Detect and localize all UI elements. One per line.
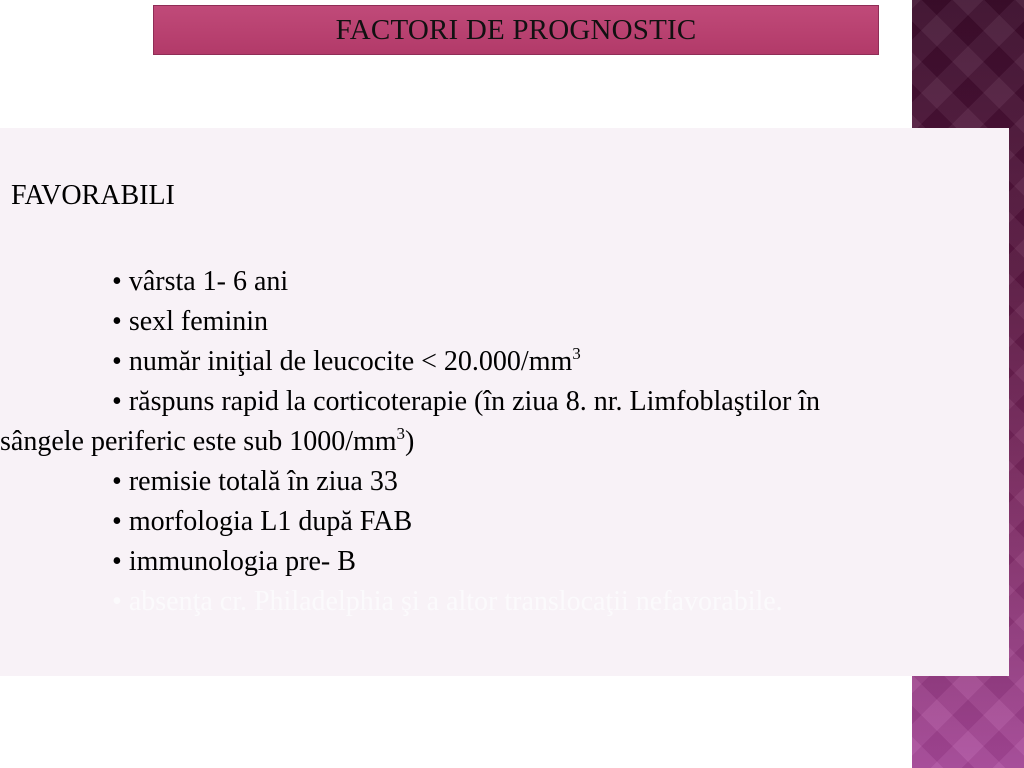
section-heading: FAVORABILI [11,180,175,211]
list-item: • morfologia L1 după FAB [112,506,413,537]
title-banner [153,5,879,55]
list-item: • număr iniţial de leucocite < $20.000/mm^3$ [112,344,581,377]
list-item: • răspuns rapid la corticoterapie (în ziua 8. nr. Limfoblaştilor în sângele periferic este sub $1000/mm^3$) [0,386,821,457]
list-item: • immunologia pre- B [112,546,356,577]
bullet-glyph: • [112,466,122,497]
content-panel [0,128,1009,676]
bullet-glyph: • [112,586,122,617]
bullet-glyph: • [112,306,122,337]
list-item: • vârsta 1- 6 ani [112,266,289,297]
list-item: • remisie totală în ziua 33 [112,466,398,497]
bullet-glyph: • [112,546,122,577]
bullet-glyph: • [112,386,122,417]
slide-title: FACTORI DE PROGNOSTIC [335,13,697,46]
bullet-glyph: • [112,346,122,377]
bullet-glyph: • [112,506,122,537]
list-item: • absenţa cr. Philadelphia şi a altor translocaţii nefavorabile. [112,586,783,617]
bullet-glyph: • [112,266,122,297]
list-item: • sexl feminin [112,306,269,337]
favorable-factors-list [0,262,992,622]
